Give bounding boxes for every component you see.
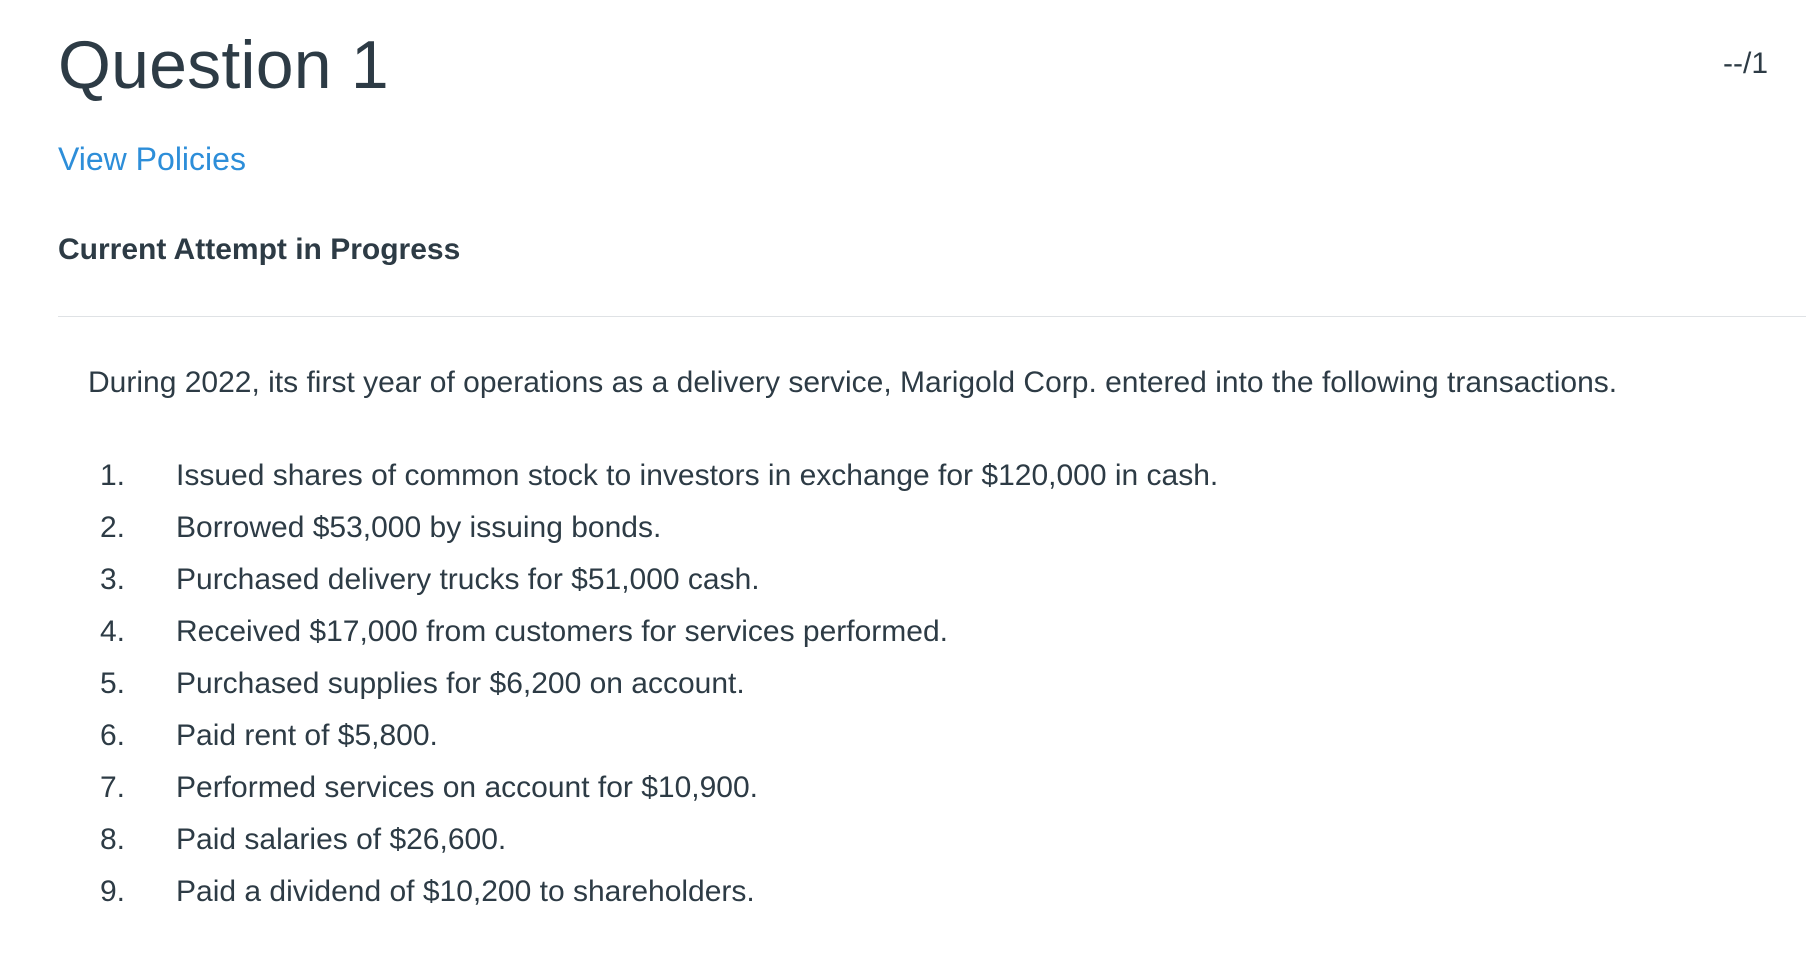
transaction-number: 5. <box>100 667 126 700</box>
transaction-text: Purchased supplies for $6,200 on account. <box>176 667 745 700</box>
transaction-text: Paid a dividend of $10,200 to shareholders. <box>176 875 755 908</box>
transaction-number: 4. <box>100 615 126 648</box>
transaction-item <box>88 554 1778 606</box>
transaction-text: Received $17,000 from customers for services performed. <box>176 615 948 648</box>
transaction-text: Paid rent of $5,800. <box>176 719 438 752</box>
question-body <box>88 362 1778 908</box>
transaction-number: 1. <box>100 459 126 492</box>
transaction-number: 7. <box>100 771 126 804</box>
attempt-status-heading: Current Attempt in Progress <box>58 233 461 266</box>
transaction-item <box>88 450 1778 502</box>
transaction-item <box>88 658 1778 710</box>
section-divider <box>58 316 1806 317</box>
transaction-number: 3. <box>100 563 126 596</box>
transaction-text: Issued shares of common stock to investors in exchange for $120,000 in cash. <box>176 459 1219 492</box>
transaction-item <box>88 710 1778 762</box>
view-policies-link[interactable]: View Policies <box>58 141 246 177</box>
transaction-text: Performed services on account for $10,900. <box>176 771 758 804</box>
transaction-item <box>88 866 1778 918</box>
question-intro: During 2022, its first year of operations as a delivery service, Marigold Corp. entered into the following transactions. <box>88 366 1618 399</box>
transaction-item <box>88 762 1778 814</box>
transaction-text: Purchased delivery trucks for $51,000 cash. <box>176 563 760 596</box>
transaction-text: Borrowed $53,000 by issuing bonds. <box>176 511 662 544</box>
transaction-text: Paid salaries of $26,600. <box>176 823 507 856</box>
transaction-item <box>88 814 1778 866</box>
question-title: Question 1 <box>58 27 389 103</box>
question-page <box>58 0 1806 956</box>
transaction-number: 9. <box>100 875 126 908</box>
transaction-item <box>88 606 1778 658</box>
transaction-item <box>88 502 1778 554</box>
transaction-number: 6. <box>100 719 126 752</box>
transaction-list <box>88 450 1778 918</box>
question-score: --/1 <box>1723 47 1768 80</box>
transaction-number: 2. <box>100 511 126 544</box>
transaction-number: 8. <box>100 823 126 856</box>
question-header <box>58 22 1768 112</box>
